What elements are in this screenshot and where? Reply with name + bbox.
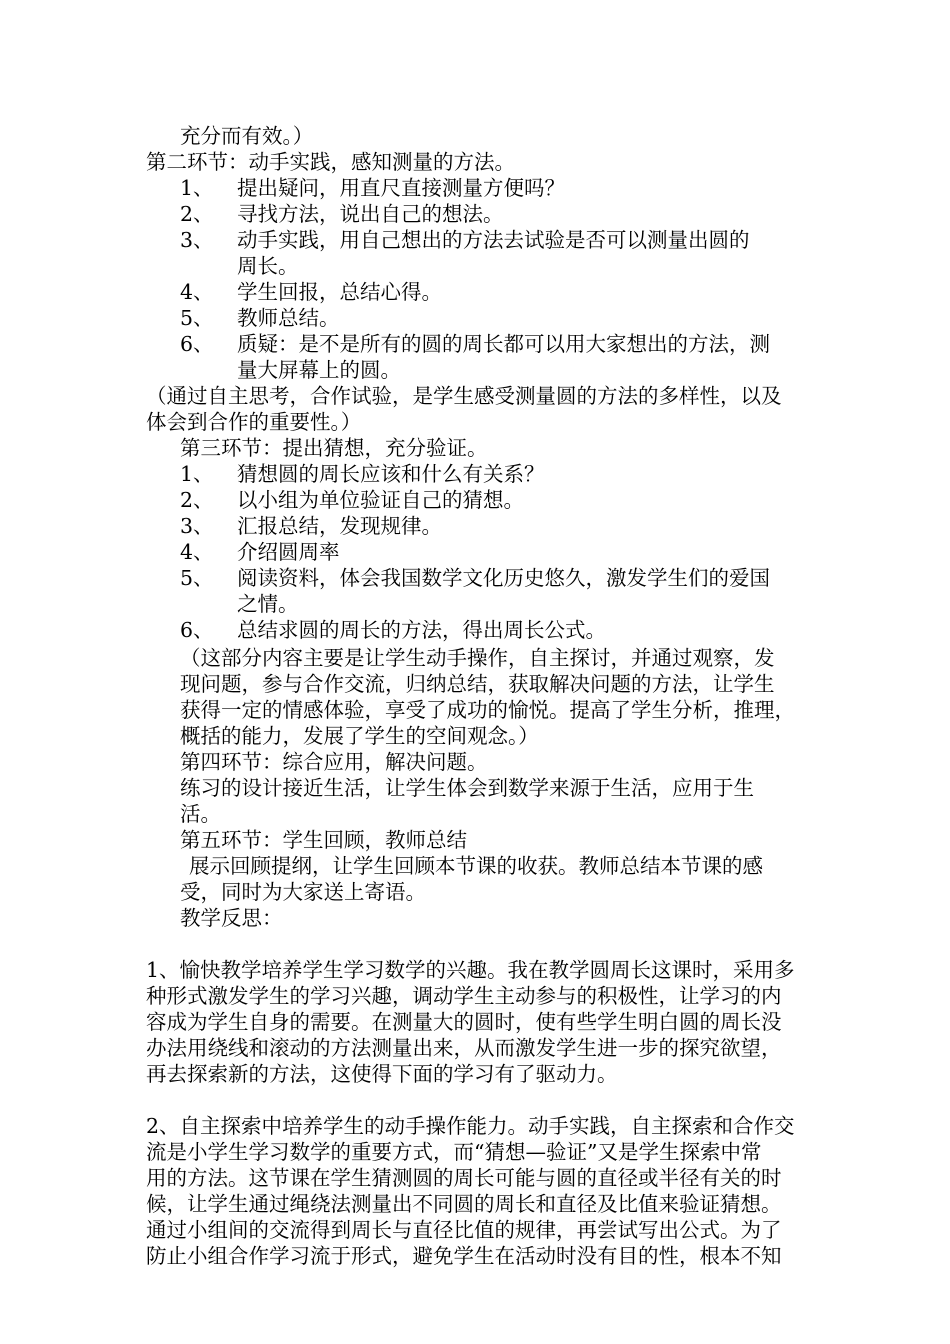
section3-note: 概括的能力，发展了学生的空间观念。）: [180, 724, 539, 748]
list-item: 介绍圆周率: [237, 540, 340, 564]
section2-note: （通过自主思考，合作试验，是学生感受测量圆的方法的多样性，以及: [146, 384, 782, 408]
list-item-number: 1、: [180, 462, 214, 486]
reflection-heading: 教学反思：: [180, 906, 283, 930]
section5-heading: 第五环节：学生回顾，教师总结: [180, 828, 467, 852]
list-item: 提出疑问，用直尺直接测量方便吗？: [237, 176, 565, 200]
list-item: 阅读资料，体会我国数学文化历史悠久，激发学生们的爱国: [237, 566, 770, 590]
reflection-paragraph-line: 再去探索新的方法，这使得下面的学习有了驱动力。: [146, 1062, 618, 1086]
list-item-number: 1、: [180, 176, 214, 200]
section5-body: 受，同时为大家送上寄语。: [180, 880, 426, 904]
section3-note: （这部分内容主要是让学生动手操作，自主探讨，并通过观察，发: [180, 646, 775, 670]
section5-body: 展示回顾提纲，让学生回顾本节课的收获。教师总结本节课的感: [189, 854, 763, 878]
list-item-number: 2、: [180, 488, 214, 512]
reflection-paragraph-line: 2、自主探索中培养学生的动手操作能力。动手实践，自主探索和合作交: [146, 1114, 795, 1138]
reflection-paragraph-line: 1、愉快教学培养学生学习数学的兴趣。我在教学圆周长这课时，采用多: [146, 958, 795, 982]
list-item-number: 5、: [180, 566, 214, 590]
list-item: 总结求圆的周长的方法，得出周长公式。: [237, 618, 606, 642]
reflection-paragraph-line: 办法用绕线和滚动的方法测量出来，从而激发学生进一步的探究欲望，: [146, 1036, 782, 1060]
list-item: 教师总结。: [237, 306, 340, 330]
list-item-number: 2、: [180, 202, 214, 226]
reflection-paragraph-line: 防止小组合作学习流于形式，避免学生在活动时没有目的性，根本不知: [146, 1244, 782, 1268]
section3-note: 现问题，参与合作交流，归纳总结，获取解决问题的方法，让学生: [180, 672, 775, 696]
reflection-paragraph-line: 种形式激发学生的学习兴趣，调动学生主动参与的积极性，让学习的内: [146, 984, 782, 1008]
section4-body: 练习的设计接近生活，让学生体会到数学来源于生活，应用于生: [180, 776, 754, 800]
list-item-continued: 量大屏幕上的圆。: [237, 358, 401, 382]
intro-tail: 充分而有效。）: [180, 124, 314, 148]
reflection-paragraph-line: 容成为学生自身的需要。在测量大的圆时，使有些学生明白圆的周长没: [146, 1010, 782, 1034]
list-item: 汇报总结，发现规律。: [237, 514, 442, 538]
section4-heading: 第四环节：综合应用，解决问题。: [180, 750, 488, 774]
section2-note: 体会到合作的重要性。）: [146, 410, 362, 434]
section4-body: 活。: [180, 802, 221, 826]
list-item-continued: 周长。: [237, 254, 299, 278]
list-item: 学生回报，总结心得。: [237, 280, 442, 304]
reflection-paragraph-line: 流是小学生学习数学的重要方式，而“猜想—验证”又是学生探索中常: [146, 1140, 762, 1164]
section3-note: 获得一定的情感体验，享受了成功的愉悦。提高了学生分析，推理，: [180, 698, 795, 722]
list-item-number: 4、: [180, 540, 214, 564]
list-item-number: 6、: [180, 618, 214, 642]
section3-heading: 第三环节：提出猜想，充分验证。: [180, 436, 488, 460]
list-item-number: 6、: [180, 332, 214, 356]
list-item-number: 5、: [180, 306, 214, 330]
list-item: 质疑：是不是所有的圆的周长都可以用大家想出的方法，测: [237, 332, 770, 356]
list-item: 以小组为单位验证自己的猜想。: [237, 488, 524, 512]
list-item-number: 3、: [180, 514, 214, 538]
list-item: 寻找方法，说出自己的想法。: [237, 202, 504, 226]
reflection-paragraph-line: 候，让学生通过绳绕法测量出不同圆的周长和直径及比值来验证猜想。: [146, 1192, 782, 1216]
list-item: 猜想圆的周长应该和什么有关系？: [237, 462, 545, 486]
list-item-number: 3、: [180, 228, 214, 252]
list-item-number: 4、: [180, 280, 214, 304]
list-item-continued: 之情。: [237, 592, 299, 616]
section2-heading: 第二环节：动手实践，感知测量的方法。: [146, 150, 515, 174]
reflection-paragraph-line: 通过小组间的交流得到周长与直径比值的规律，再尝试写出公式。为了: [146, 1218, 782, 1242]
reflection-paragraph-line: 用的方法。这节课在学生猜测圆的周长可能与圆的直径或半径有关的时: [146, 1166, 782, 1190]
list-item: 动手实践，用自己想出的方法去试验是否可以测量出圆的: [237, 228, 750, 252]
